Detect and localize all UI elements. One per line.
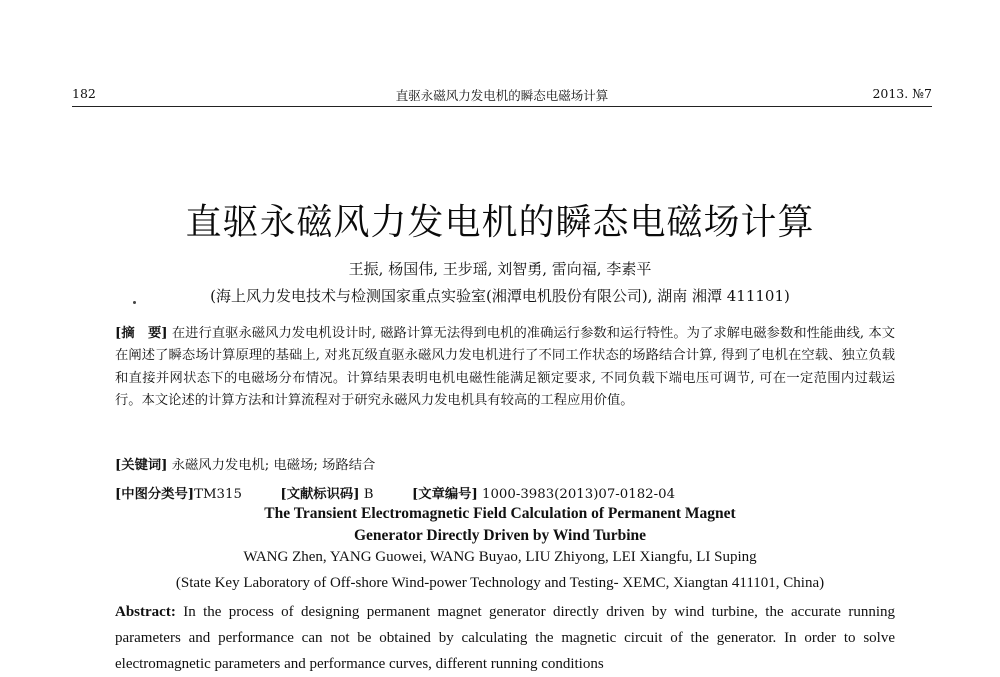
affiliation-en: (State Key Laboratory of Off-shore Wind-power Technology and Testing- XEMC, Xiangtan 411101, China): [175, 575, 825, 591]
keywords-cn: [115, 454, 375, 473]
title-en-line2: Generator Directly Driven by Wind Turbine: [353, 527, 647, 544]
abstract-cn-label: [摘 要]: [115, 326, 168, 341]
paper-title: 直驱永磁风力发电机的瞬态电磁场计算: [185, 202, 815, 243]
abstract-en-label: Abstract:: [115, 604, 176, 620]
running-header: [72, 82, 932, 107]
article-no-label: [文章编号]: [411, 487, 478, 502]
abstract-en: [115, 599, 895, 677]
stray-mark: [133, 301, 136, 304]
classification-line: [115, 483, 675, 502]
abstract-cn-text: 在进行直驱永磁风力发电机设计时, 磁路计算无法得到电机的准确运行参数和运行特性。为了求解电磁参数和性能曲线, 本文在阐述了瞬态场计算原理的基础上, 对兆瓦级直驱永磁风力发电机进行了不同工作状态的场路结合计算, 得到了电机在空载、独立负载和直接并网状态下的电磁场分布情况。计算结果表明电机电磁性能满足额定要求, 不同负载下端电压可调节, 可在一定范围内过载运行。本文论述的计算方法和计算流程对于研究永磁风力发电机具有较高的工程应用价值。: [115, 326, 896, 409]
page-number: 182: [72, 86, 96, 101]
keywords-text: 永磁风力发电机; 电磁场; 场路结合: [171, 458, 376, 473]
issue-number: 2013. №7: [872, 86, 932, 101]
authors-cn: 王振, 杨国伟, 王步瑶, 刘智勇, 雷向福, 李素平: [348, 260, 652, 278]
doc-code-label: [文献标识码]: [280, 487, 360, 502]
abstract-en-text: In the process of designing permanent magnet generator directly driven by wind turbine, the accurate running parameters and performance can not be obtained by calculating the magnetic circuit of the generator. In order to solve electromagnetic parameters and performance curves, different running conditions: [115, 604, 896, 672]
affiliation-cn: (海上风力发电技术与检测国家重点实验室(湘潭电机股份有限公司), 湖南 湘潭 411101): [210, 287, 790, 305]
running-title: 直驱永磁风力发电机的瞬态电磁场计算: [395, 88, 609, 103]
paper-title-en: [0, 503, 1000, 547]
title-en-line1: The Transient Electromagnetic Field Calculation of Permanent Magnet: [264, 505, 736, 522]
authors-en: WANG Zhen, YANG Guowei, WANG Buyao, LIU Zhiyong, LEI Xiangfu, LI Suping: [243, 549, 757, 565]
clc-label: [中图分类号]: [115, 487, 195, 502]
clc-value: TM315: [194, 487, 242, 502]
keywords-label: [关键词]: [115, 458, 168, 473]
doc-code-value: B: [363, 487, 374, 502]
article-no-value: 1000-3983(2013)07-0182-04: [482, 487, 676, 502]
abstract-cn: [115, 323, 895, 413]
